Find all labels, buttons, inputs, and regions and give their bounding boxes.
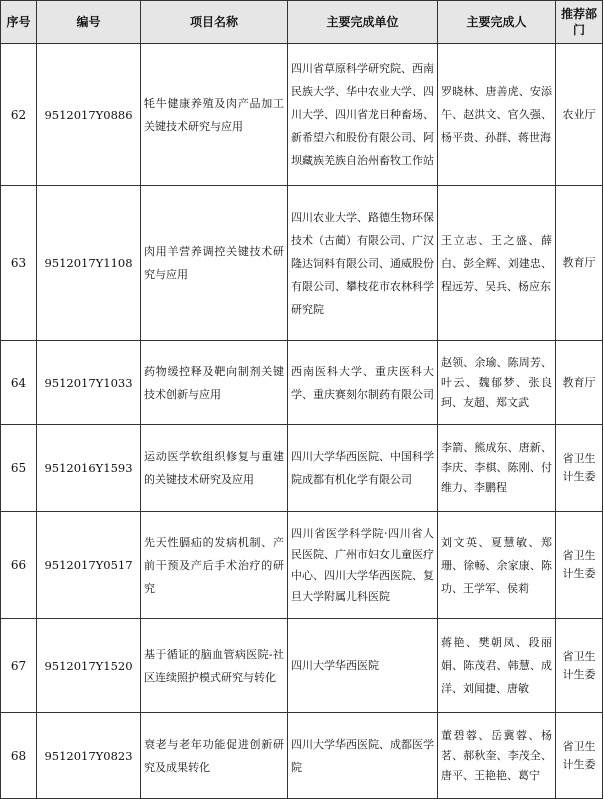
row-units xyxy=(288,512,438,619)
row-people xyxy=(438,619,556,713)
row-units xyxy=(288,186,438,341)
table-row xyxy=(1,512,603,619)
row-units xyxy=(288,713,438,799)
row-seq: 66 xyxy=(1,512,37,619)
row-units-text: 四川农业大学、路德生物环保技术（古蔺）有限公司、广汉隆达饲料有限公司、通威股份有限公司、攀枝花市农林科学研究院 xyxy=(291,210,434,316)
row-units xyxy=(288,425,438,512)
row-units-text: 四川大学华西医院、中国科学院成都有机化学有限公司 xyxy=(291,450,434,486)
row-units-text: 四川省草原科学研究院、西南民族大学、华中农业大学、四川大学、四川省龙日种畜场、新希望六和股份有限公司、阿坝藏族羌族自治州畜牧工作站 xyxy=(291,62,434,167)
row-people-text: 罗晓林、唐善虎、安添午、赵洪文、官久强、杨平贵、孙群、蒋世海 xyxy=(441,85,552,144)
row-dept: 省卫生计生委 xyxy=(556,713,603,799)
row-people-text: 蒋艳、樊朝凤、段丽娟、陈茂君、韩慧、成洋、刘闻捷、唐敏 xyxy=(441,636,552,695)
row-units-text: 西南医科大学、重庆医科大学、重庆赛刻尔制药有限公司 xyxy=(291,364,434,401)
row-people xyxy=(438,713,556,799)
row-name xyxy=(141,512,288,619)
row-code: 9512017Y1520 xyxy=(37,619,141,713)
table-row xyxy=(1,713,603,799)
row-units xyxy=(288,341,438,425)
row-units-text: 四川大学华西医院 xyxy=(291,659,379,672)
row-code: 9512017Y1108 xyxy=(37,186,141,341)
row-people-text: 董碧蓉、岳冀蓉、杨茗、郝秋奎、李茂全、唐平、王艳艳、葛宁 xyxy=(441,728,552,782)
row-seq: 62 xyxy=(1,44,37,186)
header-dept: 推荐部门 xyxy=(556,1,603,44)
row-units xyxy=(288,44,438,186)
row-units xyxy=(288,619,438,713)
row-units-text: 四川省医学科学院·四川省人民医院、广州市妇女儿童医疗中心、四川大学华西医院、复旦大学附属儿科医院 xyxy=(291,527,434,603)
row-people xyxy=(438,512,556,619)
header-row xyxy=(1,1,603,44)
row-people xyxy=(438,341,556,425)
row-name xyxy=(141,186,288,341)
row-seq: 68 xyxy=(1,713,37,799)
row-dept: 省卫生计生委 xyxy=(556,512,603,619)
row-people-text: 赵领、余瑜、陈周芳、叶云、魏郁梦、张良珂、友超、郑文武 xyxy=(441,355,552,409)
row-name-text: 先天性膈疝的发病机制、产前干预及产后手术治疗的研究 xyxy=(144,535,284,595)
row-dept: 省卫生计生委 xyxy=(556,425,603,512)
header-seq: 序号 xyxy=(1,1,37,44)
row-code: 9512017Y0517 xyxy=(37,512,141,619)
row-code: 9512016Y1593 xyxy=(37,425,141,512)
row-people-text: 刘文英、夏慧敏、郑珊、徐畅、余家康、陈功、王学军、侯莉 xyxy=(441,535,552,595)
row-name-text: 衰老与老年功能促进创新研究及成果转化 xyxy=(144,737,284,774)
row-code: 9512017Y1033 xyxy=(37,341,141,425)
header-code: 编号 xyxy=(37,1,141,44)
row-code: 9512017Y0823 xyxy=(37,713,141,799)
row-seq: 65 xyxy=(1,425,37,512)
table-row xyxy=(1,341,603,425)
row-code: 9512017Y0886 xyxy=(37,44,141,186)
row-seq: 63 xyxy=(1,186,37,341)
header-name: 项目名称 xyxy=(141,1,288,44)
row-seq: 67 xyxy=(1,619,37,713)
row-people xyxy=(438,186,556,341)
header-units: 主要完成单位 xyxy=(288,1,438,44)
row-dept: 教育厅 xyxy=(556,186,603,341)
row-name-text: 肉用羊营养调控关键技术研究与应用 xyxy=(144,245,284,281)
row-name xyxy=(141,619,288,713)
row-name-text: 牦牛健康养殖及肉产品加工关键技术研究与应用 xyxy=(144,96,284,133)
row-name xyxy=(141,44,288,186)
row-name xyxy=(141,341,288,425)
row-dept: 教育厅 xyxy=(556,341,603,425)
row-name-text: 药物缓控释及靶向制剂关键技术创新与应用 xyxy=(144,364,284,401)
row-units-text: 四川大学华西医院、成都医学院 xyxy=(291,737,434,774)
row-seq: 64 xyxy=(1,341,37,425)
table-row xyxy=(1,186,603,341)
row-name xyxy=(141,425,288,512)
row-people xyxy=(438,44,556,186)
table-row xyxy=(1,44,603,186)
row-dept: 省卫生计生委 xyxy=(556,619,603,713)
table-row xyxy=(1,619,603,713)
row-people-text: 王立志、王之盛、薛白、彭全辉、刘建忠、程远芳、吴兵、杨应东 xyxy=(441,233,552,293)
header-people: 主要完成人 xyxy=(438,1,556,44)
row-name-text: 基于循证的脑血管病医院-社区连续照护模式研究与转化 xyxy=(144,647,284,684)
table-row xyxy=(1,425,603,512)
row-people xyxy=(438,425,556,512)
row-dept: 农业厅 xyxy=(556,44,603,186)
row-people-text: 李箭、熊成东、唐新、李庆、李棋、陈刚、付维力、李鹏程 xyxy=(441,441,552,494)
row-name-text: 运动医学软组织修复与重建的关键技术研究及应用 xyxy=(144,450,284,486)
row-name xyxy=(141,713,288,799)
